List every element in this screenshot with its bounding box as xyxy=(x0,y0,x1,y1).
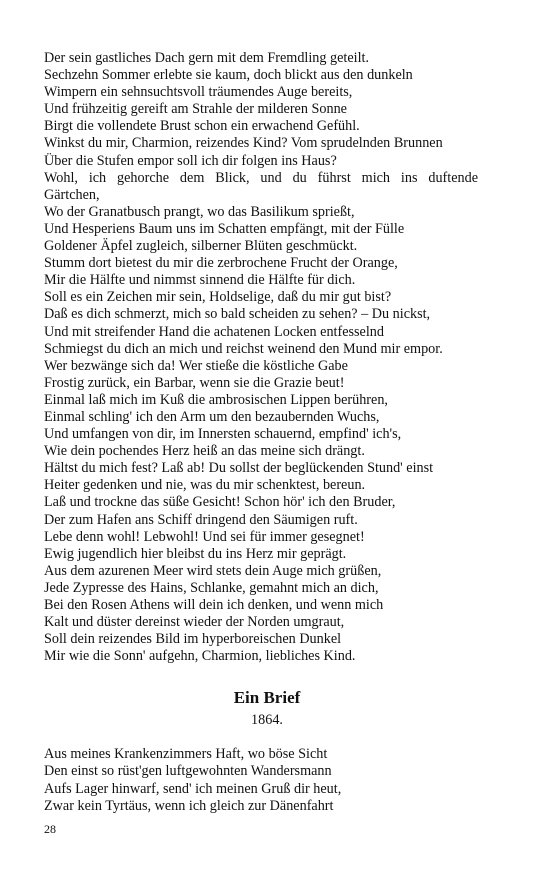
poem-line: Kalt und düster dereinst wieder der Norden umgraut, xyxy=(44,614,345,631)
poem-line: Aufs Lager hinwarf, send' ich meinen Gruß dir heut, xyxy=(44,780,342,797)
poem-line: Hältst du mich fest? Laß ab! Du sollst der beglückenden Stund' einst xyxy=(44,460,434,477)
poem-line: Gärtchen, xyxy=(44,186,100,203)
poem-line: Heiter gedenken und nie, was du mir schenktest, bereun. xyxy=(44,477,366,494)
poem-line: Stumm dort bietest du mir die zerbrochene Frucht der Orange, xyxy=(44,255,398,272)
poem-line: Zwar kein Tyrtäus, wenn ich gleich zur Dänenfahrt xyxy=(44,797,334,814)
poem-line: Einmal schling' ich den Arm um den bezaubernden Wuchs, xyxy=(44,408,380,425)
poem-line: Den einst so rüst'gen luftgewohnten Wandersmann xyxy=(44,763,332,780)
poem-title: Ein Brief xyxy=(233,688,301,708)
poem-year: 1864. xyxy=(251,712,283,729)
poem-line: Aus meines Krankenzimmers Haft, wo böse Sicht xyxy=(44,746,328,763)
poem-line: Wohl, ich gehorche dem Blick, und du führst mich ins duftende xyxy=(44,169,478,186)
poem-line: Birgt die vollendete Brust schon ein erwachend Gefühl. xyxy=(44,118,360,135)
poem-line: Der sein gastliches Dach gern mit dem Fremdling geteilt. xyxy=(44,50,370,66)
poem-line: Und Hesperiens Baum uns im Schatten empfängt, mit der Fülle xyxy=(44,220,405,237)
poem-line: Ewig jugendlich hier bleibst du ins Herz mir geprägt. xyxy=(44,545,347,562)
poem-line: Sechzehn Sommer erlebte sie kaum, doch blickt aus den dunkeln xyxy=(44,67,413,84)
poem-line: Der zum Hafen ans Schiff dringend den Säumigen ruft. xyxy=(44,511,358,528)
poem-line: Frostig zurück, ein Barbar, wenn sie die Grazie beut! xyxy=(44,374,345,391)
poem-line: Lebe denn wohl! Lebwohl! Und sei für immer gesegnet! xyxy=(44,528,365,545)
poem-line: Und mit streifender Hand die achatenen Locken entfesselnd xyxy=(44,323,384,340)
poem-line: Winkst du mir, Charmion, reizendes Kind? Vom sprudelnden Brunnen xyxy=(44,135,443,152)
poem-brief xyxy=(44,746,478,814)
poem-line: Aus dem azurenen Meer wird stets dein Auge mich grüßen, xyxy=(44,562,382,579)
poem-line: Über die Stufen empor soll ich dir folgen ins Haus? xyxy=(44,152,337,169)
poem-line: Wo der Granatbusch prangt, wo das Basilikum sprießt, xyxy=(44,203,355,220)
poem-line: Daß es dich schmerzt, mich so bald scheiden zu sehen? – Du nickst, xyxy=(44,306,431,323)
poem-line: Mir die Hälfte und nimmst sinnend die Hälfte für dich. xyxy=(44,272,356,289)
poem-line: Soll es ein Zeichen mir sein, Holdselige, daß du mir gut bist? xyxy=(44,289,392,306)
poem-line: Wie dein pochendes Herz heiß an das meine sich drängt. xyxy=(44,443,365,460)
poem-line: Jede Zypresse des Hains, Schlanke, gemahnt mich an dich, xyxy=(44,579,379,596)
page-number: 28 xyxy=(44,822,56,836)
poem-line: Soll dein reizendes Bild im hyperboreischen Dunkel xyxy=(44,631,342,648)
poem-line: Wer bezwänge sich da! Wer stieße die köstliche Gabe xyxy=(44,357,348,374)
poem-line: Laß und trockne das süße Gesicht! Schon hör' ich den Bruder, xyxy=(44,494,396,511)
poem-line: Wimpern ein sehnsuchtsvoll träumendes Auge bereits, xyxy=(44,84,353,101)
poem-continued xyxy=(44,50,478,665)
poem-line: Goldener Äpfel zugleich, silberner Blüten geschmückt. xyxy=(44,238,358,255)
poem-line: Einmal laß mich im Kuß die ambrosischen Lippen berühren, xyxy=(44,391,388,408)
poem-line: Schmiegst du dich an mich und reichst weinend den Mund mir empor. xyxy=(44,340,443,357)
poem-line: Und frühzeitig gereift am Strahle der milderen Sonne xyxy=(44,101,347,118)
poem-line: Mir wie die Sonn' aufgehn, Charmion, liebliches Kind. xyxy=(44,648,356,665)
poem-line: Und umfangen von dir, im Innersten schauernd, empfind' ich's, xyxy=(44,426,402,443)
page-body xyxy=(44,50,478,815)
poem-line: Bei den Rosen Athens will dein ich denken, und wenn mich xyxy=(44,597,384,613)
